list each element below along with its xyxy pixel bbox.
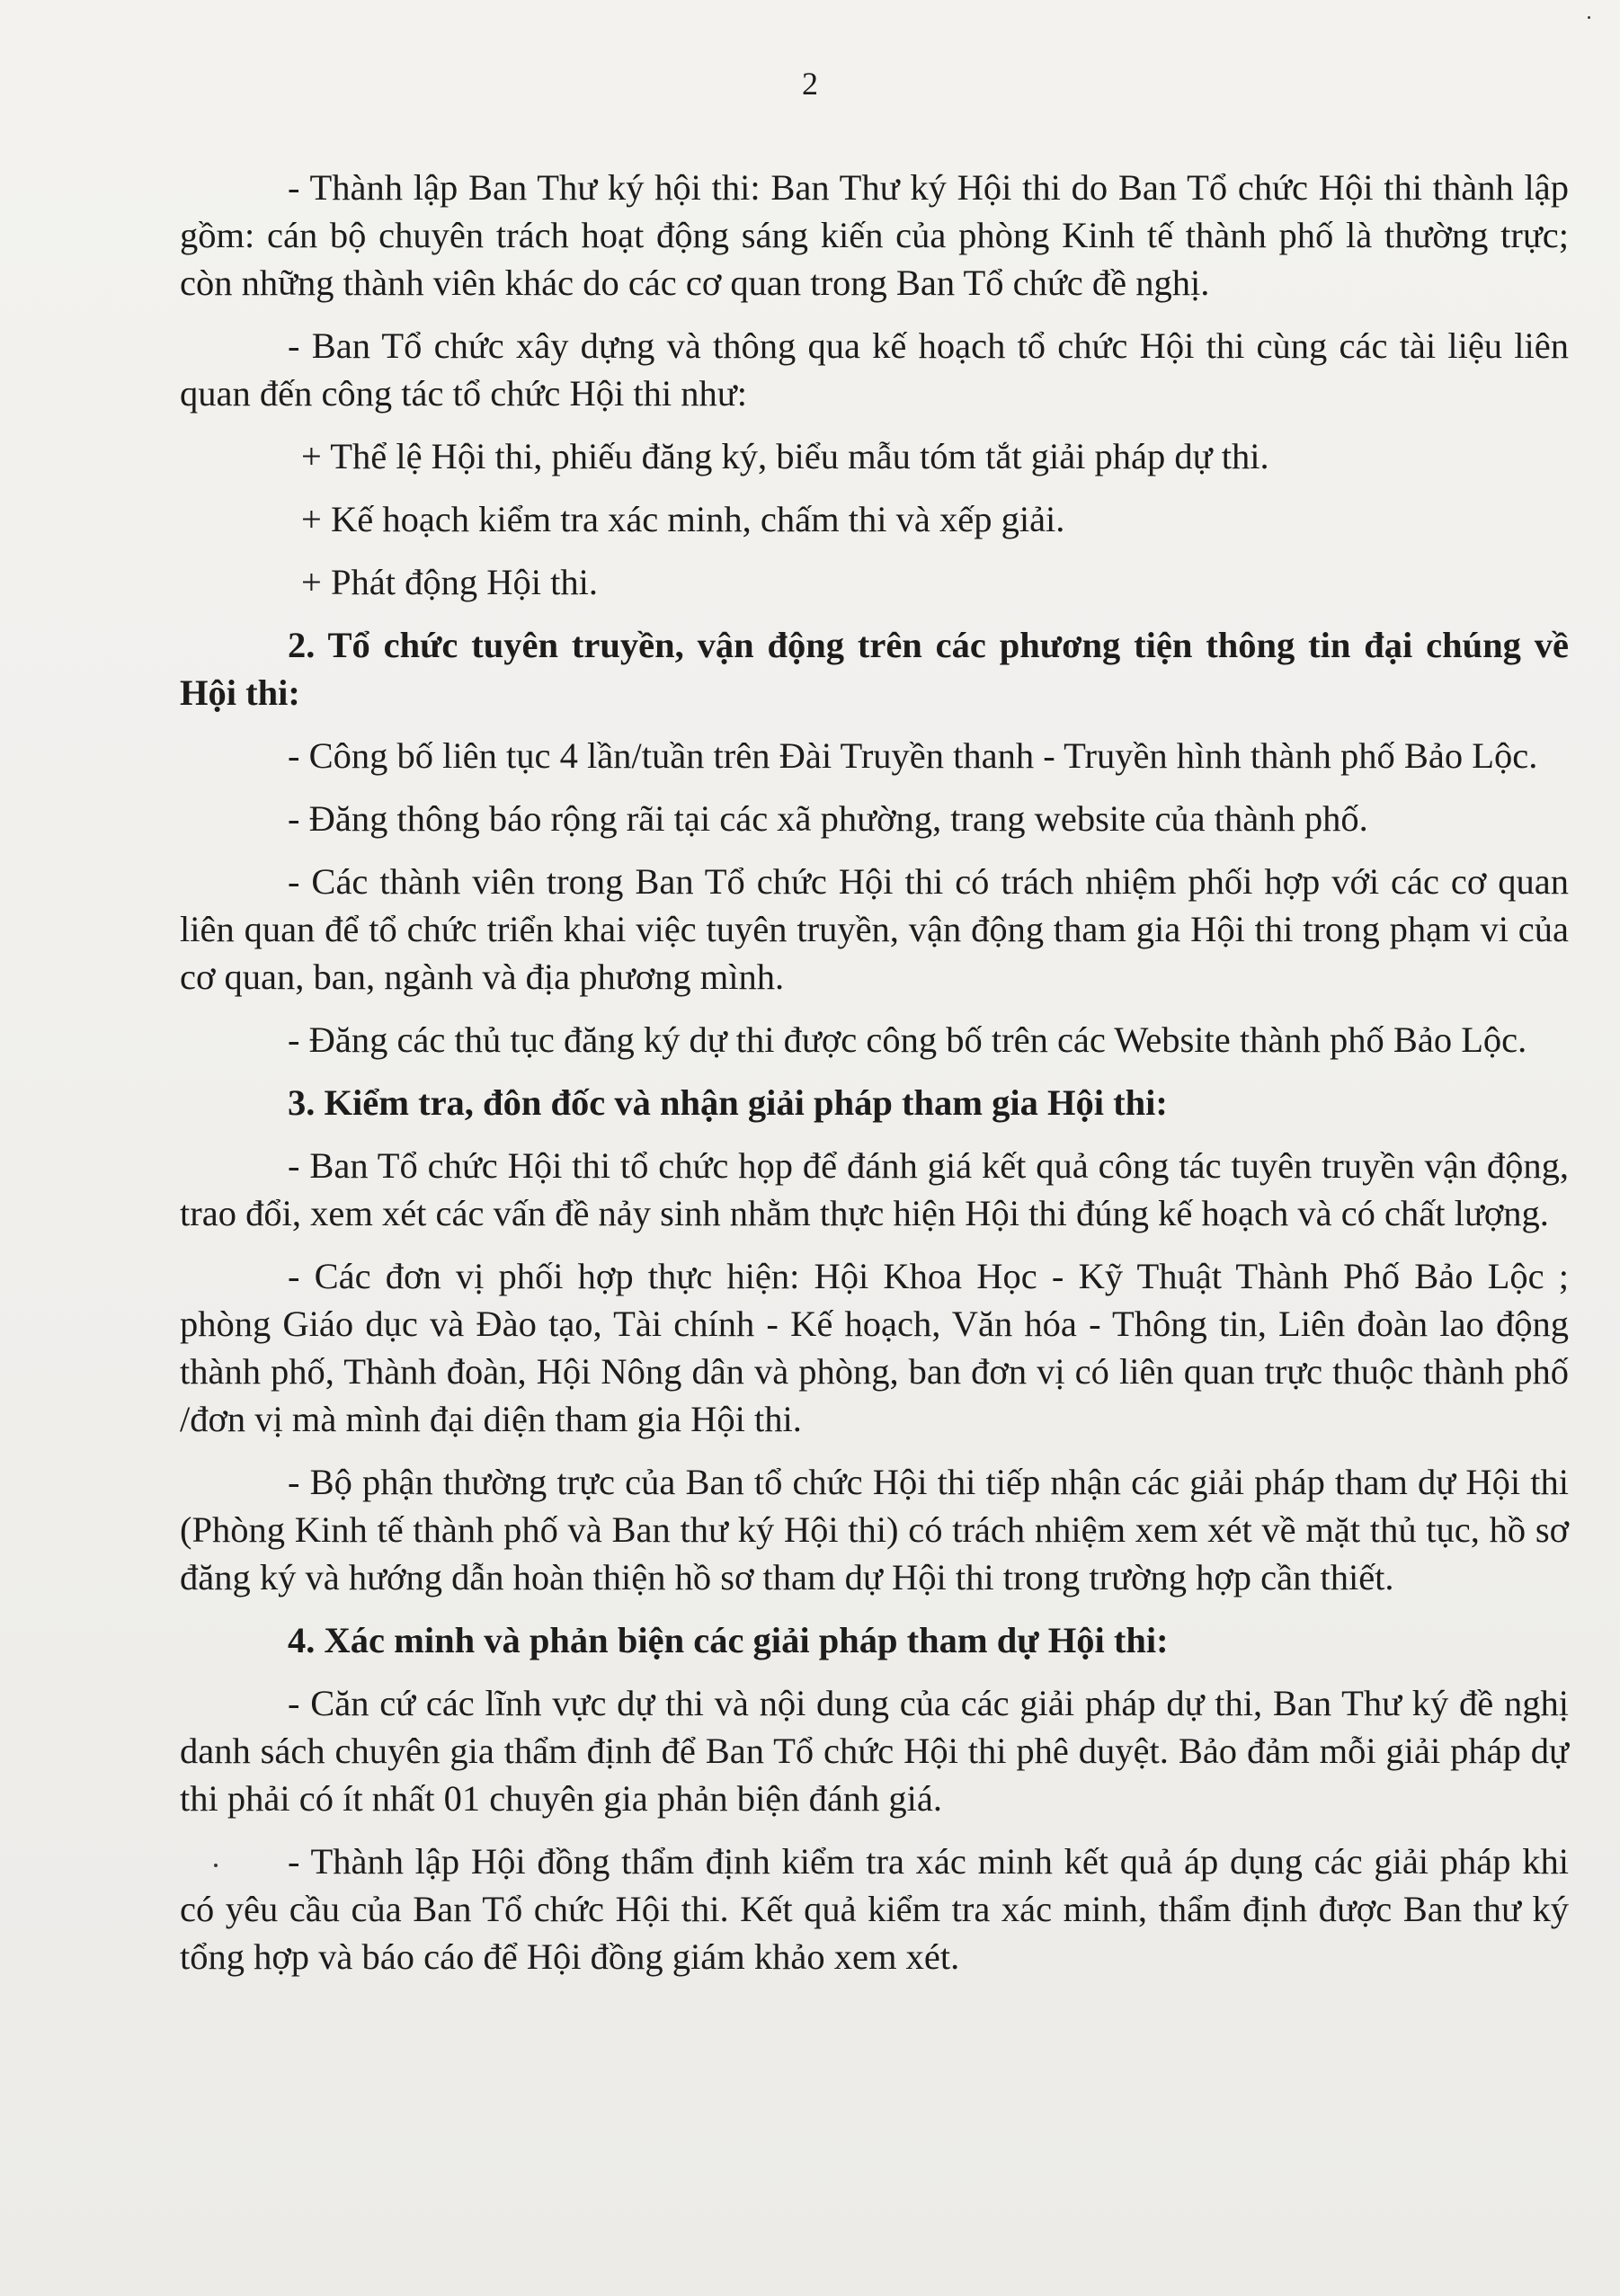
paragraph-expert-list: - Căn cứ các lĩnh vực dự thi và nội dung của các giải pháp dự thi, Ban Thư ký đề nghị danh sách chuyên gia thẩm định để Ban Tổ chức Hội thi phê duyệt. Bảo đảm mỗi giải pháp dự thi phải có ít nhất 01 chuyên gia phản biện đánh giá. — [180, 1683, 1569, 1819]
paragraph-standing-unit: - Bộ phận thường trực của Ban tổ chức Hội thi tiếp nhận các giải pháp tham dự Hội thi (Phòng Kinh tế thành phố và Ban thư ký Hội thi) có trách nhiệm xem xét về mặt thủ tục, hồ sơ đăng ký và hướng dẫn hoàn thiện hồ sơ tham dự Hội thi trong trường hợp cần thiết. — [180, 1462, 1569, 1597]
paragraph-organizing-plan: - Ban Tổ chức xây dựng và thông qua kế hoạch tổ chức Hội thi cùng các tài liệu liên quan đến công tác tổ chức Hội thi như: — [180, 325, 1569, 414]
scan-speck — [1588, 16, 1590, 19]
paragraph-announcement: - Đăng thông báo rộng rãi tại các xã phường, trang website của thành phố. — [288, 798, 1368, 839]
bullet-verification-plan: + Kế hoạch kiểm tra xác minh, chấm thi và xếp giải. — [301, 499, 1065, 539]
paragraph-secretariat: - Thành lập Ban Thư ký hội thi: Ban Thư ký Hội thi do Ban Tổ chức Hội thi thành lập gồm: cán bộ chuyên trách hoạt động sáng kiến của phòng Kinh tế thành phố là thường trực; còn những thành viên khác do các cơ quan trong Ban Tổ chức đề nghị. — [180, 167, 1569, 303]
document-body — [180, 164, 1569, 1996]
section-heading-4: 4. Xác minh và phản biện các giải pháp tham dự Hội thi: — [288, 1620, 1169, 1660]
paragraph-members-coordination: - Các thành viên trong Ban Tổ chức Hội thi có trách nhiệm phối hợp với các cơ quan liên quan để tổ chức triển khai việc tuyên truyền, vận động tham gia Hội thi trong phạm vi của cơ quan, ban, ngành và địa phương mình. — [180, 861, 1569, 997]
section-heading-2: 2. Tổ chức tuyên truyền, vận động trên các phương tiện thông tin đại chúng về Hội thi: — [180, 625, 1569, 713]
paragraph-evaluation-meeting: - Ban Tổ chức Hội thi tổ chức họp để đánh giá kết quả công tác tuyên truyền vận động, trao đổi, xem xét các vấn đề nảy sinh nhằm thực hiện Hội thi đúng kế hoạch và có chất lượng. — [180, 1145, 1569, 1233]
paragraph-coordinating-units: - Các đơn vị phối hợp thực hiện: Hội Khoa Học - Kỹ Thuật Thành Phố Bảo Lộc ; phòng Giáo dục và Đào tạo, Tài chính - Kế hoạch, Văn hóa - Thông tin, Liên đoàn lao động thành phố, Thành đoàn, Hội Nông dân và phòng, ban đơn vị có liên quan trực thuộc thành phố /đơn vị mà mình đại diện tham gia Hội thi. — [180, 1256, 1569, 1439]
scan-speck — [214, 1864, 218, 1867]
section-heading-3: 3. Kiểm tra, đôn đốc và nhận giải pháp tham gia Hội thi: — [288, 1082, 1168, 1123]
page-number: 2 — [802, 66, 818, 102]
bullet-launch: + Phát động Hội thi. — [301, 562, 598, 602]
bullet-rules: + Thể lệ Hội thi, phiếu đăng ký, biểu mẫu tóm tắt giải pháp dự thi. — [301, 436, 1269, 476]
paragraph-broadcast: - Công bố liên tục 4 lần/tuần trên Đài Truyền thanh - Truyền hình thành phố Bảo Lộc. — [288, 735, 1538, 776]
paragraph-registration-procedures: - Đăng các thủ tục đăng ký dự thi được công bố trên các Website thành phố Bảo Lộc. — [288, 1019, 1527, 1060]
paragraph-appraisal-council: - Thành lập Hội đồng thẩm định kiểm tra xác minh kết quả áp dụng các giải pháp khi có yêu cầu của Ban Tổ chức Hội thi. Kết quả kiểm tra xác minh, thẩm định được Ban thư ký tổng hợp và báo cáo để Hội đồng giám khảo xem xét. — [180, 1841, 1569, 1977]
